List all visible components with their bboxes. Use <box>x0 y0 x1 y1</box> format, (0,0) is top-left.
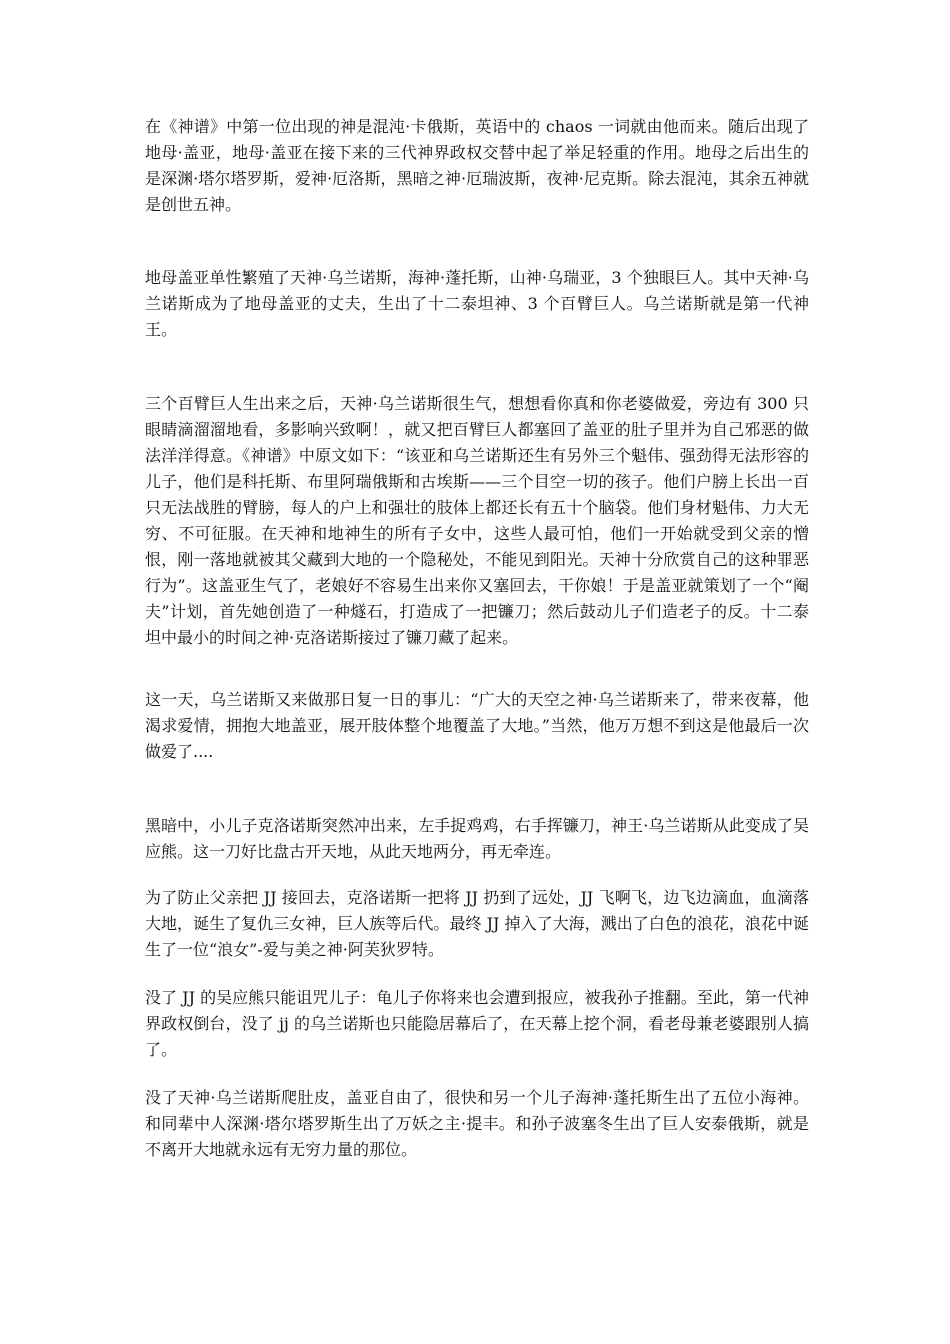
paragraph-aphrodite-birth: 为了防止父亲把 JJ 接回去，克洛诺斯一把将 JJ 扔到了远处，JJ 飞啊飞，边飞边滴血，血滴落大地，诞生了复仇三女神，巨人族等后代。最终 JJ 掉入了大海，溅出了白色的浪花，浪花中诞生了一位“浪女”-爱与美之神·阿芙狄罗特。 <box>145 888 809 959</box>
paragraph-cronus-strike: 黑暗中，小儿子克洛诺斯突然冲出来，左手捉鸡鸡，右手挥镰刀，神王·乌兰诺斯从此变成了吴应熊。这一刀好比盘古开天地，从此天地两分，再无牵连。 <box>145 816 809 861</box>
paragraph-uranus-night: 这一天，乌兰诺斯又来做那日复一日的事儿：“广大的天空之神·乌兰诺斯来了，带来夜幕，他渴求爱情，拥抱大地盖亚，展开肢体整个地覆盖了大地。”当然，他万万想不到这是他最后一次做爱了.... <box>145 690 809 761</box>
paragraph-hundred-handed: 三个百臂巨人生出来之后，天神·乌兰诺斯很生气，想想看你真和你老婆做爱，旁边有 300 只眼睛滴溜溜地看，多影响兴致啊！，就又把百臂巨人都塞回了盖亚的肚子里并为自己邪恶的做法洋洋得意。《神谱》中原文如下：“该亚和乌兰诺斯还生有另外三个魁伟、强劲得无法形容的儿子，他们是科托斯、布里阿瑞俄斯和古埃斯——三个目空一切的孩子。他们户膀上长出一百只无法战胜的臂膀，每人的户上和强壮的肢体上都还长有五十个脑袋。他们身材魁伟、力大无穷、不可征服。在天神和地神生的所有子女中，这些人最可怕，他们一开始就受到父亲的憎恨，刚一落地就被其父藏到大地的一个隐秘处，不能见到阳光。天神十分欣赏自己的这种罪恶行为”。这盖亚生气了，老娘好不容易生出来你又塞回去，干你娘！于是盖亚就策划了一个“阉夫”计划，首先她创造了一种燧石，打造成了一把镰刀；然后鼓动儿子们造老子的反。十二泰坦中最小的时间之神·克洛诺斯接过了镰刀藏了起来。 <box>145 394 809 647</box>
paragraph-gaia-offspring: 地母盖亚单性繁殖了天神·乌兰诺斯，海神·蓬托斯，山神·乌瑞亚，3 个独眼巨人。其中天神·乌兰诺斯成为了地母盖亚的丈夫，生出了十二泰坦神、3 个百臂巨人。乌兰诺斯就是第一代神王。 <box>145 268 809 339</box>
paragraph-chaos-origin: 在《神谱》中第一位出现的神是混沌·卡俄斯，英语中的 chaos 一词就由他而来。随后出现了地母·盖亚，地母·盖亚在接下来的三代神界政权交替中起了举足轻重的作用。地母之后出生的是深渊·塔尔塔罗斯，爱神·厄洛斯，黑暗之神·厄瑞波斯，夜神·尼克斯。除去混沌，其余五神就是创世五神。 <box>145 117 809 214</box>
paragraph-gaia-freedom: 没了天神·乌兰诺斯爬肚皮，盖亚自由了，很快和另一个儿子海神·蓬托斯生出了五位小海神。和同辈中人深渊·塔尔塔罗斯生出了万妖之主·提丰。和孙子波塞冬生出了巨人安泰俄斯，就是不离开大地就永远有无穷力量的那位。 <box>145 1088 809 1159</box>
paragraph-uranus-curse: 没了 JJ 的吴应熊只能诅咒儿子：龟儿子你将来也会遭到报应，被我孙子推翻。至此，第一代神界政权倒台，没了 jj 的乌兰诺斯也只能隐居幕后了，在天幕上挖个洞，看老母兼老婆跟别人搞了。 <box>145 988 809 1059</box>
